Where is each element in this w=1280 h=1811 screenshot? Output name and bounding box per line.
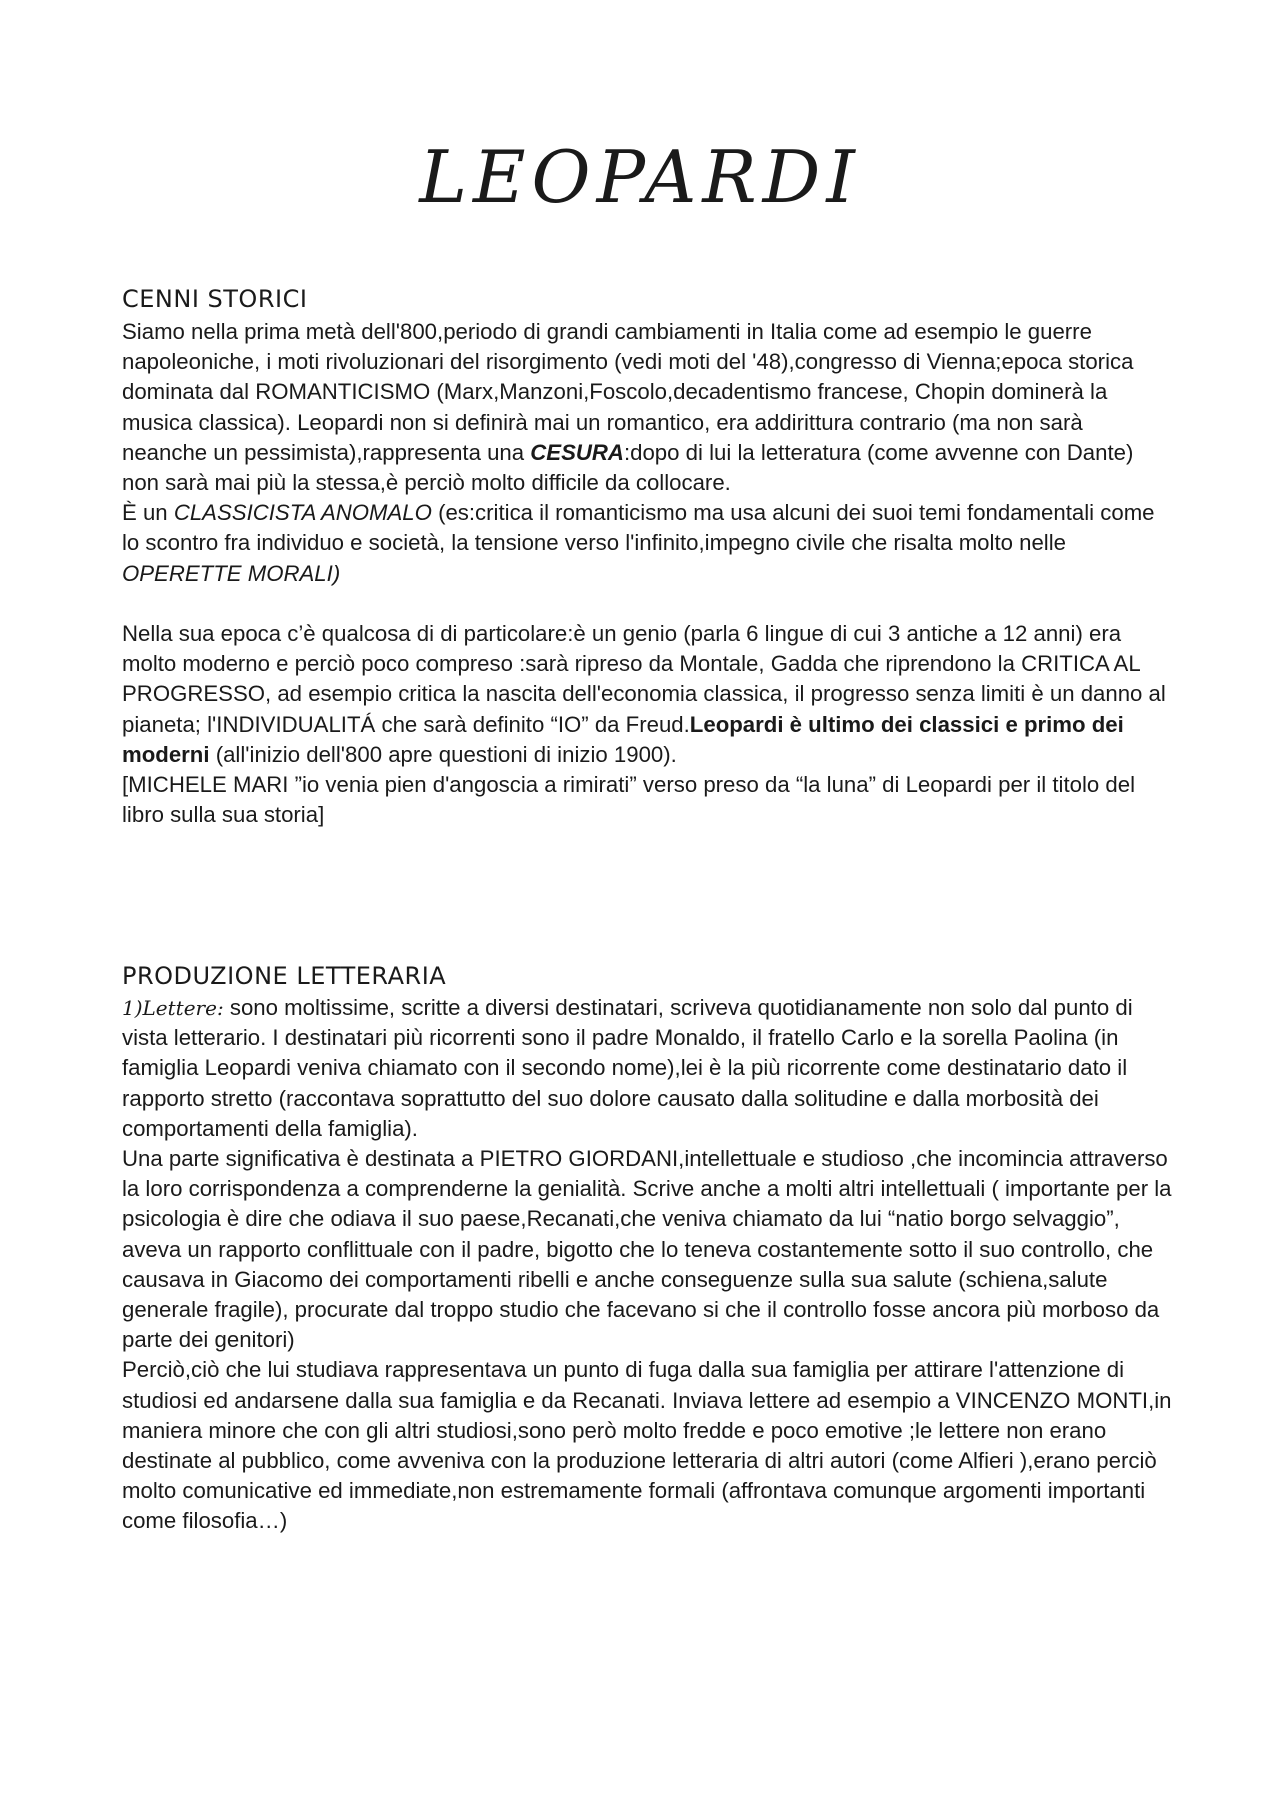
emphasis-ultimo-dei-classici: Leopardi è ultimo dei classici e primo dei moderni [122, 711, 1124, 767]
paragraph [122, 619, 1172, 770]
section-body-produzione-letteraria [122, 993, 1172, 1537]
section-heading-produzione-letteraria: PRODUZIONE LETTERARIA [122, 962, 447, 990]
text-run: :dopo di lui la letteratura (come avvenne con Dante) non sarà mai più la stessa,è perciò molto difficile da collocare. [122, 439, 1134, 496]
section-heading-cenni-storici: CENNI STORICI [122, 285, 308, 313]
text-run: Nella sua epoca c’è qualcosa di di particolare:è un genio (parla 6 lingue di cui 3 antiche a 12 anni) era molto moderno e perciò poco compreso :sarà ripreso da Montale, Gadda che riprendono la CRITICA AL PROGRESSO, ad esempio critica la nascita dell'economia classica, il progresso senza limiti è un danno al pianeta; l'INDIVIDUALITÁ che sarà definito “IO” da Freud. [122, 621, 1166, 737]
emphasis-cesura: CESURA [530, 439, 624, 465]
paragraph-michele-mari: [MICHELE MARI ”io venia pien d'angoscia a rimirati” verso preso da “la luna” di Leopardi per il titolo del libro sulla sua storia] [122, 772, 1135, 828]
page-title: LEOPARDI [419, 135, 861, 219]
paragraph-lettere [122, 993, 1172, 1144]
paragraph: Una parte significativa è destinata a PIETRO GIORDANI,intellettuale e studioso ,che incomincia attraverso la loro corrispondenza a comprenderne la genialità. Scrive anche a molti altri intellettuali ( importante per la psicologia è dire che odiava il suo paese,Recanati,che veniva chiamato da lui “natio borgo selvaggio”, aveva un rapporto conflittuale con il padre, bigotto che lo teneva costantemente sotto il suo controllo, che causava in Giacomo dei comportamenti ribelli e anche conseguenze sulla sua salute (schiena,salute generale fragile), procurate dal troppo studio che facevano si che il controllo fosse ancora più morboso da parte dei genitori) [122, 1146, 1172, 1353]
text-run: Siamo nella prima metà dell'800,periodo di grandi cambiamenti in Italia come ad esempio le guerre napoleoniche, i moti rivoluzionari del risorgimento (vedi moti del '48),congresso di Vienna;epoca storica dominata dal ROMANTICISMO (Marx,Manzoni,Foscolo,decadentismo francese, Chopin dominerà la musica classica). Leopardi non si definirà mai un romantico, era addirittura contrario (ma non sarà neanche un pessimista),rappresenta una [122, 319, 1134, 465]
paragraph: Perciò,ciò che lui studiava rappresentava un punto di fuga dalla sua famiglia per attirare l'attenzione di studiosi ed andarsene dalla sua famiglia e da Recanati. Inviava lettere ad esempio a VINCENZO MONTI,in maniera minore che con gli altri studiosi,sono però molto fredde e poco emotive ;le lettere non erano destinate al pubblico, come avveniva con la produzione letteraria di altri autori (come Alfieri ),erano perciò molto comunicative ed immediate,non estremamente formali (affrontava comunque argomenti importanti come filosofia…) [122, 1357, 1172, 1534]
text-run: (all'inizio dell'800 apre questioni di inizio 1900). [209, 741, 677, 767]
paragraph-gap [122, 589, 1172, 619]
text-run: (es:critica il romanticismo ma usa alcuni dei suoi temi fondamentali come lo scontro fra individuo e società, la tensione verso l'infinito,impegno civile che risalta molto nelle [122, 500, 1155, 556]
text-run: sono moltissime, scritte a diversi destinatari, scriveva quotidianamente non solo dal punto di vista letterario. I destinatari più ricorrenti sono il padre Monaldo, il fratello Carlo e la sorella Paolina (in famiglia Leopardi veniva chiamato con il secondo nome),lei è la più ricorrente come destinatario dato il rapporto stretto (raccontava soprattutto del suo dolore causato dalla solitudine e dalla morbosità dei comportamenti della famiglia). [122, 995, 1133, 1141]
section-body-cenni-storici [122, 317, 1172, 830]
paragraph [122, 317, 1172, 498]
emphasis-classicista-anomalo: CLASSICISTA ANOMALO [173, 500, 432, 526]
emphasis-operette-morali: OPERETTE MORALI) [122, 560, 341, 586]
lettere-label: 1)Lettere: [122, 996, 224, 1020]
text-run: È un [122, 500, 174, 526]
paragraph [122, 498, 1172, 589]
